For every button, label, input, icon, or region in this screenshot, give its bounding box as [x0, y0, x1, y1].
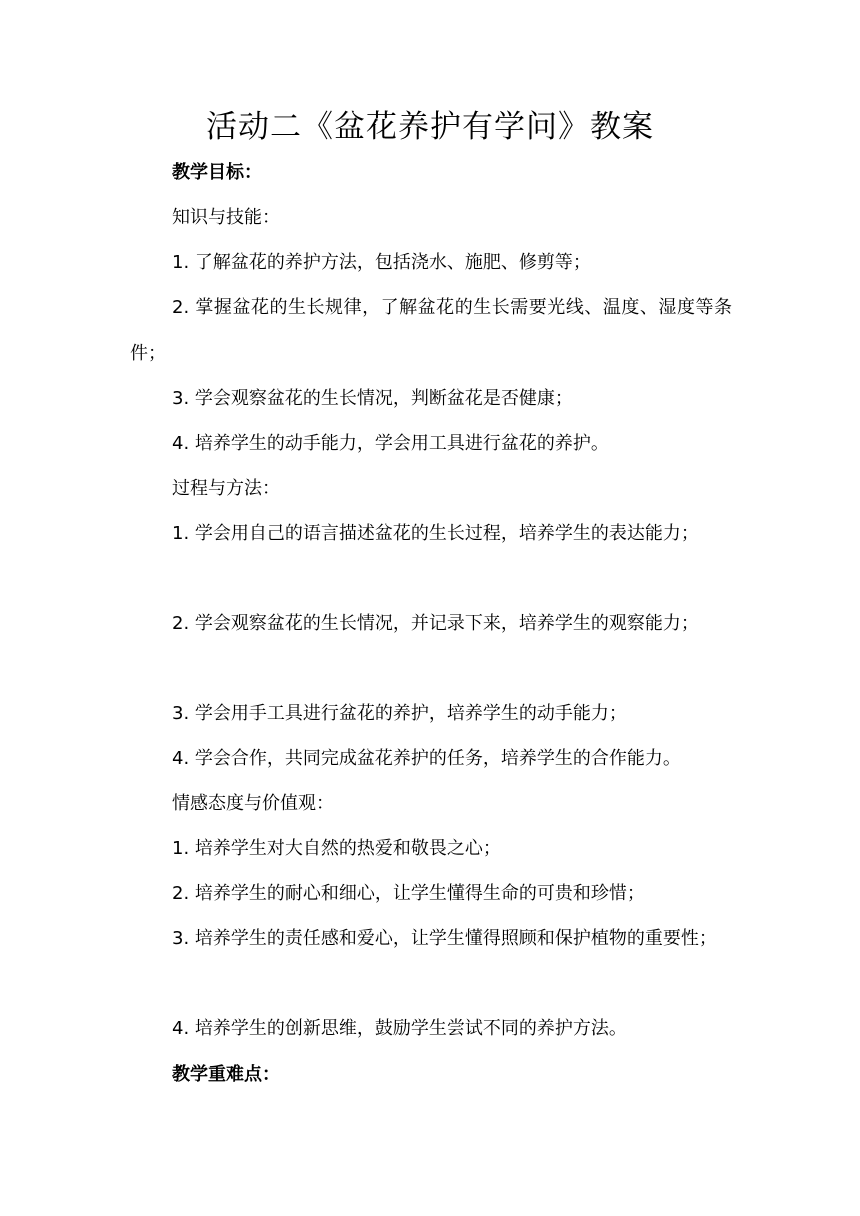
- emotion-heading: 情感态度与价值观：: [172, 793, 334, 814]
- document-title: 活动二《盆花养护有学问》教案: [206, 109, 654, 145]
- knowledge-item-3: 3. 学会观察盆花的生长情况，判断盆花是否健康；: [172, 388, 573, 409]
- knowledge-heading: 知识与技能：: [172, 207, 280, 228]
- process-item-4: 4. 学会合作，共同完成盆花养护的任务，培养学生的合作能力。: [172, 748, 681, 769]
- process-heading: 过程与方法：: [172, 478, 280, 499]
- emotion-item-4: 4. 培养学生的创新思维，鼓励学生尝试不同的养护方法。: [172, 1018, 627, 1039]
- knowledge-item-4: 4. 培养学生的动手能力，学会用工具进行盆花的养护。: [172, 433, 609, 454]
- emotion-item-1: 1. 培养学生对大自然的热爱和敬畏之心；: [172, 838, 501, 859]
- knowledge-item-2: 2. 掌握盆花的生长规律，了解盆花的生长需要光线、温度、湿度等条件；: [130, 297, 732, 364]
- key-points-heading: 教学重难点：: [172, 1064, 280, 1085]
- process-item-1: 1. 学会用自己的语言描述盆花的生长过程，培养学生的表达能力；: [172, 523, 699, 544]
- emotion-item-3: 3. 培养学生的责任感和爱心，让学生懂得照顾和保护植物的重要性；: [172, 928, 717, 949]
- emotion-item-2: 2. 培养学生的耐心和细心，让学生懂得生命的可贵和珍惜；: [172, 883, 645, 904]
- process-item-3: 3. 学会用手工具进行盆花的养护，培养学生的动手能力；: [172, 703, 627, 724]
- objectives-heading: 教学目标：: [172, 162, 262, 183]
- knowledge-item-1: 1. 了解盆花的养护方法，包括浇水、施肥、修剪等；: [172, 252, 591, 273]
- process-item-2: 2. 学会观察盆花的生长情况，并记录下来，培养学生的观察能力；: [172, 613, 699, 634]
